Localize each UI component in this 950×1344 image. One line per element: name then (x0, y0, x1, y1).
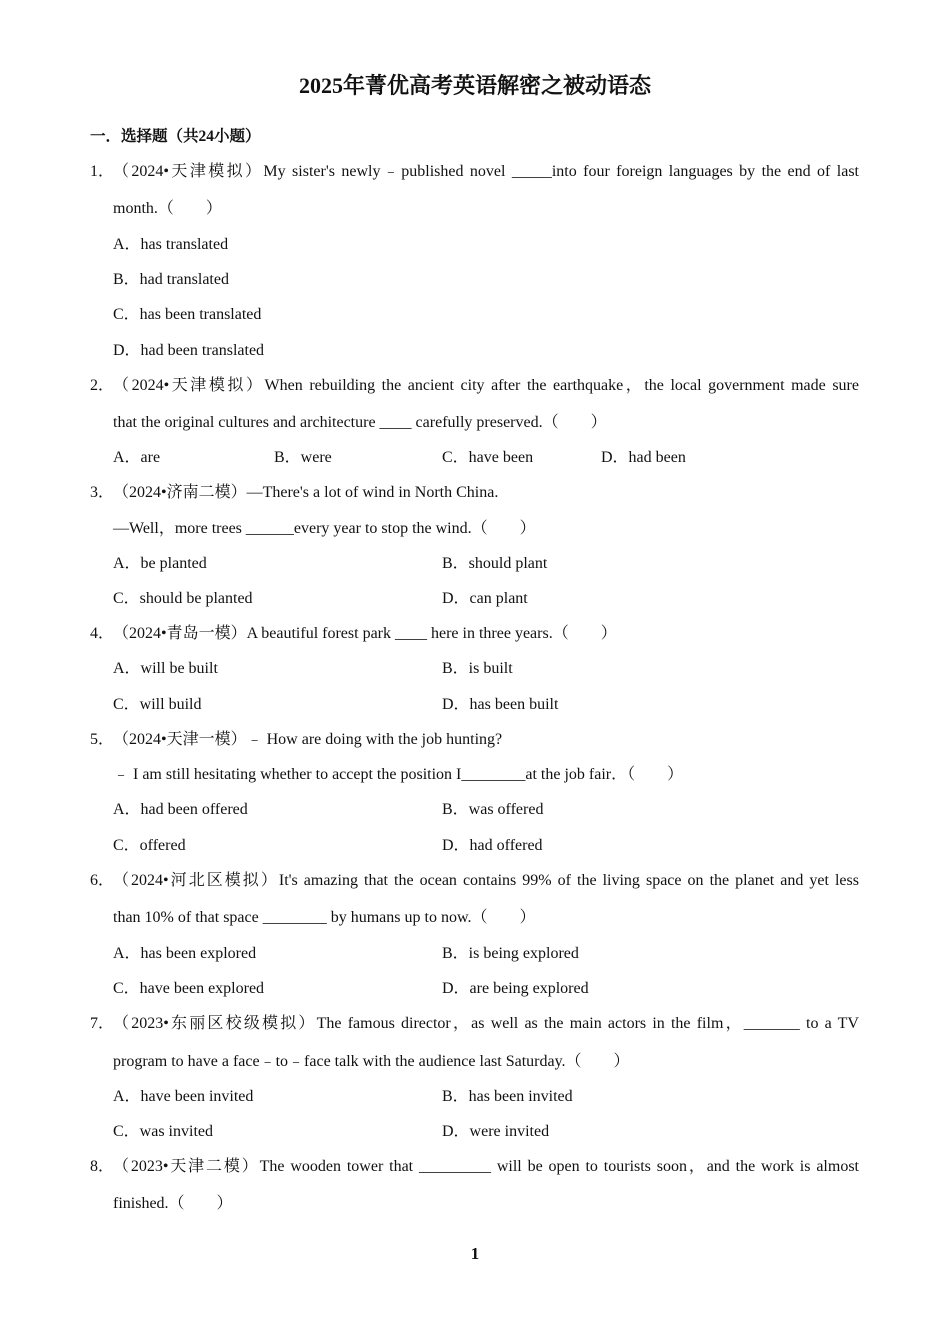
option-d[interactable]: D．were invited (442, 1123, 550, 1140)
question-number: 2． (90, 377, 115, 394)
question-text: （2024•天津模拟）When rebuilding the ancient city after the earthquake，the local government made sure (113, 377, 859, 394)
option-b[interactable]: B．were (274, 449, 332, 466)
option-d[interactable]: D．had been (601, 449, 686, 466)
option-b[interactable]: B．has been invited (442, 1088, 573, 1105)
question-text: finished.（ ） (113, 1195, 233, 1212)
question-text: （2023•东丽区校级模拟）The famous director，as well as the main actors in the film，_______ to a TV (113, 1015, 859, 1032)
option-a[interactable]: A．had been offered (113, 801, 248, 818)
question-text: （2024•天津模拟）My sister's newly﹣published novel _____into four foreign languages by the end of last (113, 163, 859, 180)
document-title: 2025年菁优高考英语解密之被动语态 (298, 73, 651, 98)
option-d[interactable]: D．had offered (442, 837, 543, 854)
question-text: ﹣ I am still hesitating whether to accept the position I________at the job fair．（ ） (113, 766, 684, 783)
question-number: 3． (90, 484, 115, 501)
question-number: 8． (90, 1158, 115, 1175)
question-text: month.（ ） (113, 200, 222, 217)
section-header: 一．选择题（共24小题） (90, 128, 261, 145)
option-b[interactable]: B．should plant (442, 555, 548, 572)
option-d[interactable]: D．had been translated (113, 342, 265, 359)
option-b[interactable]: B．was offered (442, 801, 544, 818)
question-number: 7． (90, 1015, 115, 1032)
option-c[interactable]: C．will build (113, 696, 202, 713)
question-text: than 10% of that space ________ by humans up to now.（ ） (113, 909, 536, 926)
option-a[interactable]: A．will be built (113, 660, 218, 677)
question-text: that the original cultures and architecture ____ carefully preserved.（ ） (113, 414, 607, 431)
option-a[interactable]: A．are (113, 449, 161, 466)
question-text: program to have a face﹣to﹣face talk with the audience last Saturday.（ ） (113, 1053, 630, 1070)
option-a[interactable]: A．has translated (113, 236, 229, 253)
question-text: （2024•河北区模拟）It's amazing that the ocean contains 99% of the living space on the planet and yet less (113, 872, 859, 889)
option-c[interactable]: C．should be planted (113, 590, 253, 607)
question-text: （2024•济南二模）—There's a lot of wind in North China. (113, 484, 499, 501)
option-c[interactable]: C．offered (113, 837, 186, 854)
option-c[interactable]: C．was invited (113, 1123, 213, 1140)
option-b[interactable]: B．is being explored (442, 945, 579, 962)
question-number: 5． (90, 731, 115, 748)
option-c[interactable]: C．has been translated (113, 306, 262, 323)
option-b[interactable]: B．had translated (113, 271, 229, 288)
option-d[interactable]: D．are being explored (442, 980, 589, 997)
option-a[interactable]: A．be planted (113, 555, 207, 572)
option-d[interactable]: D．can plant (442, 590, 528, 607)
option-b[interactable]: B．is built (442, 660, 513, 677)
option-c[interactable]: C．have been explored (113, 980, 265, 997)
question-text: （2023•天津二模）The wooden tower that _________ will be open to tourists soon，and the work is almost (113, 1158, 859, 1175)
option-d[interactable]: D．has been built (442, 696, 559, 713)
option-c[interactable]: C．have been (442, 449, 534, 466)
question-number: 6． (90, 872, 115, 889)
question-number: 4． (90, 625, 115, 642)
question-number: 1． (90, 163, 115, 180)
question-text: —Well，more trees ______every year to stop the wind.（ ） (113, 520, 536, 537)
page-number: 1 (470, 1244, 480, 1263)
option-a[interactable]: A．have been invited (113, 1088, 254, 1105)
option-a[interactable]: A．has been explored (113, 945, 257, 962)
question-text: （2024•青岛一模）A beautiful forest park ____ here in three years.（ ） (113, 625, 617, 642)
question-text: （2024•天津一模）﹣ How are doing with the job hunting? (113, 731, 503, 748)
